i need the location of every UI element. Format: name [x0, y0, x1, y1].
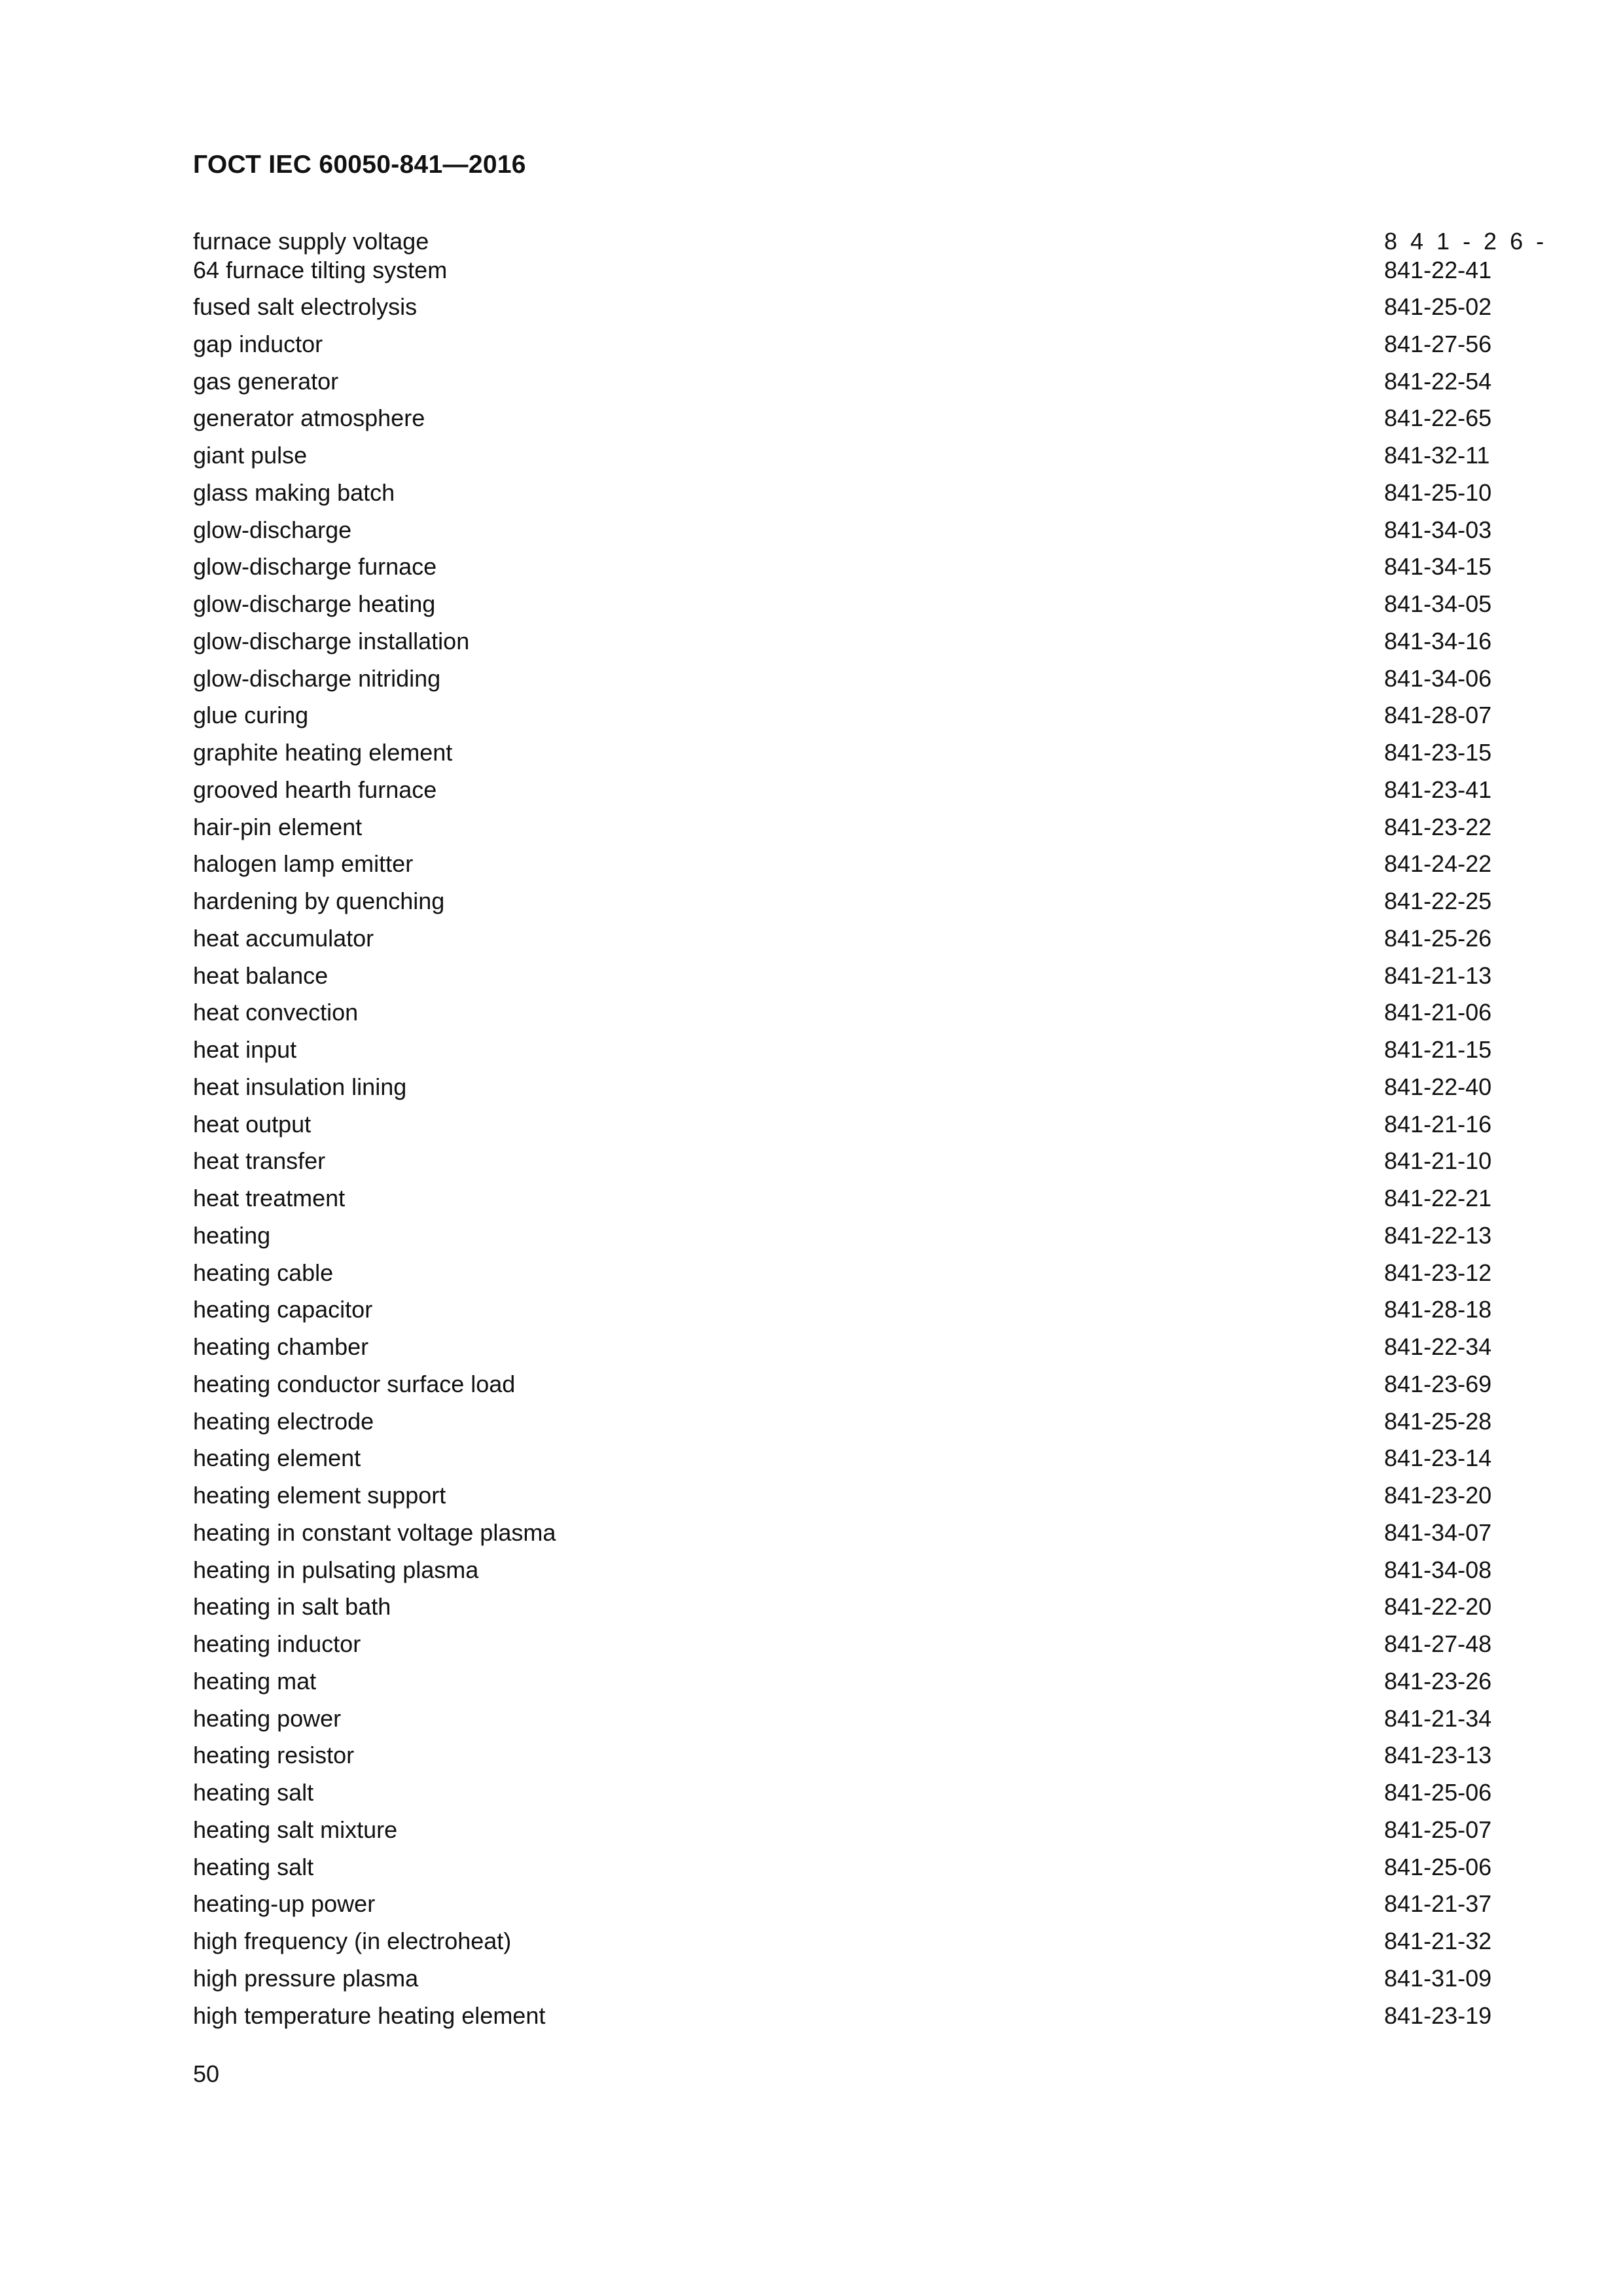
page-header-title: ГОСТ IEC 60050-841—2016	[193, 151, 526, 179]
index-list	[193, 292, 1512, 2037]
index-term: heat input	[193, 1036, 297, 1063]
index-code: 841-21-06	[1384, 999, 1492, 1026]
index-term: hardening by quenching	[193, 888, 445, 914]
index-term: heating inductor	[193, 1630, 361, 1657]
index-entry	[193, 1109, 1512, 1147]
index-entry-wrapped	[193, 226, 1548, 285]
index-entry	[193, 1778, 1512, 1815]
index-code: 841-21-10	[1384, 1147, 1492, 1175]
index-code: 841-25-06	[1384, 1853, 1492, 1880]
index-entry	[193, 1889, 1512, 1926]
index-code: 841-22-20	[1384, 1593, 1492, 1621]
index-term: heating in pulsating plasma	[193, 1556, 479, 1583]
index-code: 841-22-40	[1384, 1073, 1492, 1100]
index-term: giant pulse	[193, 442, 308, 469]
index-entry	[193, 329, 1512, 367]
index-code: 841-32-11	[1384, 442, 1490, 469]
index-term: halogen lamp emitter	[193, 850, 414, 878]
index-code: 841-34-16	[1384, 627, 1492, 655]
index-term: heating resistor	[193, 1742, 355, 1769]
index-entry	[193, 1407, 1512, 1444]
index-entry	[193, 1183, 1512, 1221]
index-entry	[193, 664, 1512, 701]
index-term: heating element support	[193, 1482, 446, 1509]
index-term: heating salt	[193, 1779, 314, 1806]
index-term: glow-discharge nitriding	[193, 664, 441, 692]
index-term: fused salt electrolysis	[193, 293, 418, 320]
index-entry	[193, 1629, 1512, 1666]
index-entry	[193, 1258, 1512, 1295]
index-code: 841-25-10	[1384, 478, 1492, 506]
index-code: 841-22-54	[1384, 367, 1492, 395]
index-term: gap inductor	[193, 330, 323, 357]
index-term: high pressure plasma	[193, 1964, 419, 1992]
index-code: 841-21-32	[1384, 1928, 1492, 1954]
index-code: 841-23-14	[1384, 1444, 1492, 1472]
index-term: graphite heating element	[193, 739, 453, 766]
index-term: heating electrode	[193, 1407, 374, 1435]
index-code: 841-25-02	[1384, 293, 1492, 320]
index-code: 841-31-09	[1384, 1964, 1492, 1992]
index-code: 841-27-48	[1384, 1630, 1492, 1657]
index-code: 841-21-16	[1384, 1110, 1492, 1138]
index-entry	[193, 1332, 1512, 1369]
index-code: 841-23-20	[1384, 1482, 1492, 1509]
index-entry	[193, 478, 1512, 515]
index-code: 841-23-15	[1384, 739, 1492, 766]
index-code: 841-34-05	[1384, 590, 1492, 617]
page-number: 50	[193, 2060, 220, 2087]
index-entry	[193, 961, 1512, 998]
index-entry	[193, 1740, 1512, 1778]
index-code: 8 4 1 - 2 6 -	[1384, 228, 1548, 255]
index-entry	[193, 1072, 1512, 1109]
index-code: 841-22-13	[1384, 1221, 1492, 1249]
index-entry	[193, 1035, 1512, 1072]
index-term: glow-discharge furnace	[193, 553, 437, 581]
index-term: heating salt	[193, 1853, 314, 1880]
index-term: heating-up power	[193, 1890, 376, 1918]
index-term: heating power	[193, 1704, 342, 1732]
index-entry	[193, 1964, 1512, 2001]
index-code: 841-23-26	[1384, 1667, 1492, 1695]
index-code: 841-24-22	[1384, 850, 1492, 878]
index-code: 841-23-13	[1384, 1742, 1492, 1769]
index-code: 841-34-03	[1384, 516, 1492, 543]
index-code: 841-23-41	[1384, 776, 1492, 803]
index-term: 64 furnace tilting system	[193, 257, 448, 283]
index-entry	[193, 1926, 1512, 1964]
index-entry	[193, 997, 1512, 1035]
index-code: 841-28-07	[1384, 702, 1492, 729]
index-entry	[193, 367, 1512, 404]
index-entry	[193, 589, 1512, 626]
index-entry	[193, 849, 1512, 886]
index-entry	[193, 1518, 1512, 1555]
index-term: heating conductor surface load	[193, 1370, 516, 1397]
index-term: heat transfer	[193, 1147, 326, 1175]
index-entry	[193, 1221, 1512, 1258]
index-code: 841-23-19	[1384, 2001, 1492, 2029]
index-term: generator atmosphere	[193, 404, 425, 432]
index-code: 841-23-22	[1384, 813, 1492, 840]
index-entry	[193, 738, 1512, 775]
index-code: 841-27-56	[1384, 330, 1492, 357]
index-entry	[193, 403, 1512, 440]
index-code: 841-34-07	[1384, 1518, 1492, 1546]
index-term: glow-discharge heating	[193, 590, 436, 617]
index-term: heating capacitor	[193, 1296, 373, 1323]
index-term: hair-pin element	[193, 813, 363, 840]
index-entry	[193, 775, 1512, 812]
index-code: 841-22-21	[1384, 1185, 1492, 1211]
index-entry	[193, 552, 1512, 589]
index-term: furnace supply voltage	[193, 228, 429, 255]
index-code: 841-25-28	[1384, 1407, 1492, 1435]
index-code: 841-21-37	[1384, 1890, 1492, 1918]
index-entry	[193, 1555, 1512, 1592]
index-entry	[193, 924, 1512, 961]
index-entry	[193, 1704, 1512, 1741]
index-code: 841-25-06	[1384, 1779, 1492, 1806]
index-entry	[193, 812, 1512, 850]
index-entry	[193, 1592, 1512, 1629]
index-entry	[193, 626, 1512, 664]
index-term: heating	[193, 1221, 271, 1249]
index-code: 841-34-08	[1384, 1556, 1492, 1583]
index-term: glass making batch	[193, 478, 395, 506]
index-entry	[193, 1852, 1512, 1890]
index-entry	[193, 292, 1512, 329]
index-entry	[193, 1369, 1512, 1407]
index-term: high temperature heating element	[193, 2001, 546, 2029]
index-entry	[193, 1295, 1512, 1332]
index-code: 841-34-15	[1384, 553, 1492, 581]
index-code: 841-22-65	[1384, 404, 1492, 432]
index-code: 841-21-13	[1384, 961, 1492, 989]
index-term: heating salt mixture	[193, 1816, 398, 1843]
index-term: heat treatment	[193, 1185, 346, 1211]
index-code: 841-23-69	[1384, 1370, 1492, 1397]
index-entry	[193, 1666, 1512, 1704]
index-entry	[193, 886, 1512, 924]
index-term: heat convection	[193, 999, 359, 1026]
index-entry	[193, 1443, 1512, 1480]
index-entry	[193, 515, 1512, 552]
index-code: 841-21-15	[1384, 1036, 1492, 1063]
index-code: 841-22-25	[1384, 888, 1492, 914]
index-term: glue curing	[193, 702, 309, 729]
index-term: heating cable	[193, 1259, 334, 1286]
index-term: grooved hearth furnace	[193, 776, 437, 803]
index-term: glow-discharge installation	[193, 627, 470, 655]
index-entry	[193, 1480, 1512, 1518]
index-code: 841-22-41	[1384, 257, 1492, 283]
index-term: heating chamber	[193, 1333, 369, 1360]
index-term: heat output	[193, 1110, 312, 1138]
index-code: 841-25-26	[1384, 924, 1492, 952]
index-entry	[193, 2001, 1512, 2038]
index-entry	[193, 1146, 1512, 1183]
index-code: 841-22-34	[1384, 1333, 1492, 1360]
index-code: 841-28-18	[1384, 1296, 1492, 1323]
index-term: heat balance	[193, 961, 329, 989]
index-term: heat insulation lining	[193, 1073, 407, 1100]
index-entry	[193, 440, 1512, 478]
index-term: heat accumulator	[193, 924, 374, 952]
index-code: 841-34-06	[1384, 664, 1492, 692]
index-code: 841-25-07	[1384, 1816, 1492, 1843]
index-term: glow-discharge	[193, 516, 352, 543]
index-entry	[193, 700, 1512, 738]
index-term: high frequency (in electroheat)	[193, 1928, 512, 1954]
index-term: heating element	[193, 1444, 361, 1472]
index-term: heating in salt bath	[193, 1593, 391, 1621]
index-code: 841-21-34	[1384, 1704, 1492, 1732]
index-term: heating in constant voltage plasma	[193, 1518, 556, 1546]
index-term: gas generator	[193, 367, 339, 395]
index-entry	[193, 1815, 1512, 1852]
index-term: heating mat	[193, 1667, 317, 1695]
index-code: 841-23-12	[1384, 1259, 1492, 1286]
